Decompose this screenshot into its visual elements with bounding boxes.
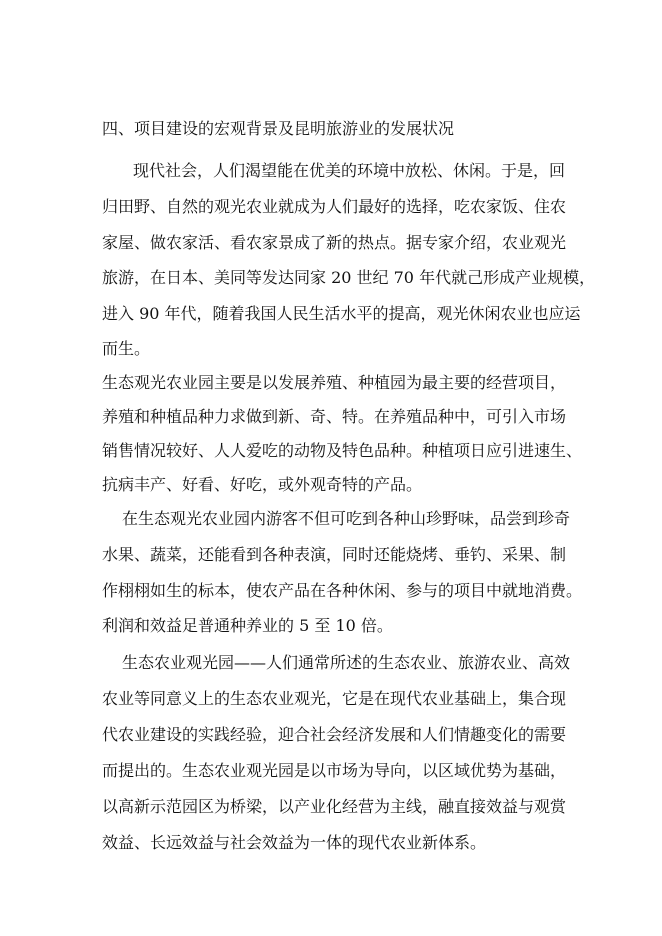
paragraph-2-line-2: 养殖和种植品种力求做到新、奇、特。在养殖品种中，可引入市场 xyxy=(102,407,567,426)
paragraph-4-line-2: 农业等同意义上的生态农业观光，它是在现代农业基础上，集合现 xyxy=(102,689,567,708)
paragraph-2-line-3: 销售情况较好、人人爱吃的动物及特色品种。种植项日应引进速生、 xyxy=(102,441,583,460)
paragraph-1-line-2: 归田野、自然的观光农业就成为人们最好的选择，吃农家饭、住农 xyxy=(102,197,567,216)
paragraph-4-line-4: 而提出的。生态农业观光园是以市场为导向，以区域优势为基础， xyxy=(102,761,567,780)
paragraph-4-line-6: 效益、长远效益与社会效益为一体的现代农业新体系。 xyxy=(102,833,487,852)
paragraph-3-line-4: 利润和效益足普通种养业的 5 至 10 倍。 xyxy=(102,616,393,635)
paragraph-4-line-3: 代农业建设的实践经验，迎合社会经济发展和人们情趣变化的需要 xyxy=(102,725,567,744)
paragraph-3-line-3: 作栩栩如生的标本，使农产品在各种休闲、参与的项目中就地消费。 xyxy=(102,581,583,600)
section-heading: 四、项目建设的宏观背景及昆明旅游业的发展状况 xyxy=(102,119,455,138)
paragraph-3-line-2: 水果、蔬菜，还能看到各种表演，同时还能烧烤、垂钓、采果、制 xyxy=(102,545,567,564)
paragraph-3-line-1: 在生态观光农业园内游客不但可吃到各种山珍野味，品尝到珍奇 xyxy=(122,509,571,528)
paragraph-4-line-1: 生态农业观光园——人们通常所述的生态农业、旅游农业、高效 xyxy=(122,653,571,672)
paragraph-4-line-5: 以高新示范园区为桥梁，以产业化经营为主线，融直接效益与观赏 xyxy=(102,797,567,816)
paragraph-1-line-5: 进入 90 年代，随着我国人民生活水平的提高，观光休闲农业也应运 xyxy=(102,304,581,323)
paragraph-2-line-1: 生态观光农业园主要是以发展养殖、种植园为最主要的经营项目， xyxy=(102,373,567,392)
paragraph-1-line-6: 而生。 xyxy=(102,339,151,358)
paragraph-1-line-1: 现代社会，人们渴望能在优美的环境中放松、休闲。于是，回 xyxy=(133,161,566,180)
paragraph-1-line-3: 家屋、做农家活、看农家景成了新的热点。据专家介绍，农业观光 xyxy=(102,233,567,252)
paragraph-2-line-4: 抗病丰产、好看、好吃，或外观奇特的产品。 xyxy=(102,475,423,494)
paragraph-1-line-4: 旅游，在日本、美同等发达同家 20 世纪 70 年代就己形成产业规模， xyxy=(102,268,596,287)
